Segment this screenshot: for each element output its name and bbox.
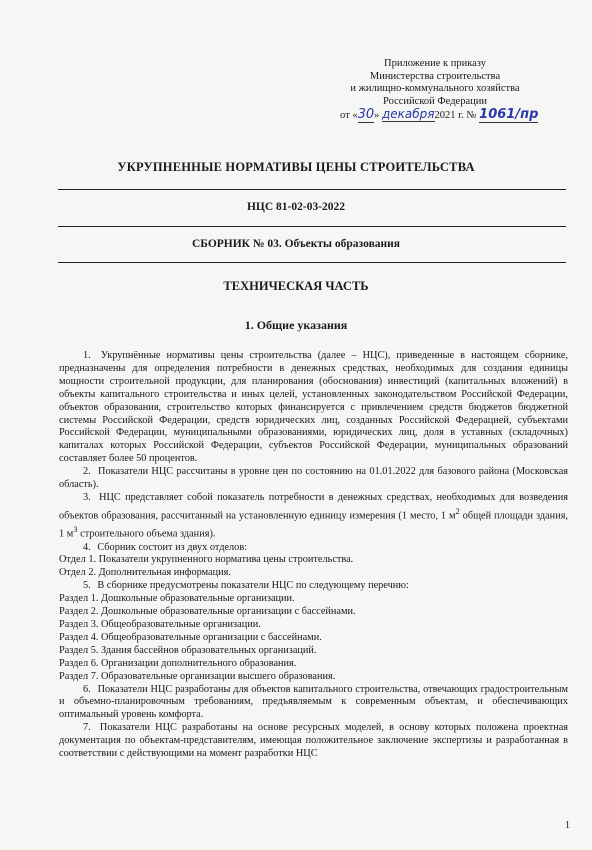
- date-year: 2021 г. №: [434, 110, 477, 122]
- paragraph-number: 2.: [83, 466, 91, 478]
- section-item: Раздел 4. Общеобразовательные организации с бассейнами.: [59, 631, 322, 643]
- paragraph-5: [59, 580, 568, 593]
- paragraph-3: [59, 492, 568, 542]
- subsection-title: 1. Общие указания: [244, 318, 348, 332]
- handwritten-day: 30: [357, 107, 375, 123]
- page-number: 1: [565, 820, 570, 831]
- appendix-line: Российской Федерации: [383, 95, 487, 107]
- handwritten-order-number: 1061/пр: [479, 107, 539, 123]
- paragraph-4: [59, 542, 568, 555]
- paragraph-text: Показатели НЦС разработаны на основе ресурсных моделей, в основу которых положена проектная документация по объектам-представителям, имеющая положительное заключение экспертизы и разработанная в соответствии с действующими на момент разработки НЦС: [59, 722, 569, 760]
- section-item: Раздел 2. Дошкольные образовательные организации с бассейнами.: [59, 606, 356, 618]
- body-text: [59, 350, 568, 761]
- main-title: УКРУПНЕННЫЕ НОРМАТИВЫ ЦЕНЫ СТРОИТЕЛЬСТВА: [117, 160, 475, 174]
- norm-code: НЦС 81-02-03-2022: [246, 201, 346, 213]
- appendix-line: и жилищно-коммунального хозяйства: [350, 83, 520, 95]
- paragraph-number: 1.: [83, 350, 91, 361]
- date-prefix: от «: [340, 110, 358, 122]
- divider-line: [58, 226, 566, 227]
- paragraph-6: [59, 684, 568, 723]
- paragraph-text: строительного объема здания).: [77, 528, 216, 540]
- superscript: 2: [455, 505, 460, 516]
- collection-title: СБОРНИК № 03. Объекты образования: [191, 238, 401, 250]
- section-item: Раздел 6. Организации дополнительного образования.: [59, 657, 297, 669]
- superscript: 3: [73, 524, 78, 535]
- paragraph-text: общей площади здания, 1 м: [59, 510, 569, 540]
- paragraph-text: В сборнике предусмотрены показатели НЦС по следующему перечню:: [97, 580, 409, 592]
- paragraph-text: Укрупнённые нормативы цены строительства (далее – НЦС), приведенные в настоящем сборнике, предназначены для определения потребности в денежных средствах, необходимых для создания единицы мощности строительной продукции, для планирования (обоснования) инвестиций (капитальных вложений) в объекты капитального строительства и иных целей, установленных законодательством Российской Федерации, объектов образования, строительство которых финансируется с привлечением средств бюджетов бюджетной системы Российской Федерации, средств юридических лиц, созданных Российской Федерацией, субъектами Российской Федерации, муниципальными образованиями, юридических лиц, доля в уставных (складочных) капиталах которых Российской Федерации, субъектов Российской Федерации, муниципальных образований составляет более 50 процентов.: [59, 350, 569, 465]
- department-item: Отдел 1. Показатели укрупненного норматива цены строительства.: [59, 554, 354, 566]
- paragraph-number: 6.: [83, 683, 91, 695]
- paragraph-number: 7.: [83, 722, 91, 734]
- handwritten-month: декабря: [382, 107, 435, 122]
- section-item: Раздел 1. Дошкольные образовательные организации.: [59, 593, 295, 605]
- appendix-line: Министерства строительства: [369, 70, 501, 82]
- paragraph-text: Показатели НЦС рассчитаны в уровне цен по состоянию на 01.01.2022 для базового района (Московская область).: [59, 466, 569, 491]
- appendix-line: Приложение к приказу: [384, 58, 486, 69]
- paragraph-text: Показатели НЦС разработаны для объектов капитального строительства, отвечающих градостроительным и объемно-планировочным требованиям, предъявляемым к современным объектам, и обеспечивающих оптимальный уровень комфорта.: [59, 683, 569, 721]
- appendix-block: [330, 58, 540, 123]
- paragraph-1: [59, 350, 568, 466]
- order-date-line: [330, 108, 540, 123]
- section-item: Раздел 7. Образовательные организации высшего образования.: [59, 670, 336, 682]
- department-item: Отдел 2. Дополнительная информация.: [59, 567, 231, 579]
- paragraph-number: 4.: [83, 541, 91, 553]
- divider-line: [58, 262, 566, 263]
- paragraph-number: 3.: [83, 491, 91, 503]
- paragraph-2: [59, 466, 568, 492]
- section-item: Раздел 5. Здания бассейнов образовательных организаций.: [59, 644, 317, 656]
- paragraph-number: 5.: [83, 580, 91, 592]
- divider-line: [58, 189, 566, 190]
- paragraph-text: НЦС представляет собой показатель потребности в денежных средствах, необходимых для возведения объектов образования, рассчитанный на установленную единицу измерения (1 место, 1 м: [59, 491, 569, 522]
- paragraph-7: [59, 722, 568, 761]
- date-sep: »: [374, 110, 380, 122]
- paragraph-text: Сборник состоит из двух отделов:: [97, 541, 248, 553]
- section-title: ТЕХНИЧЕСКАЯ ЧАСТЬ: [223, 279, 369, 293]
- section-item: Раздел 3. Общеобразовательные организации.: [59, 618, 261, 630]
